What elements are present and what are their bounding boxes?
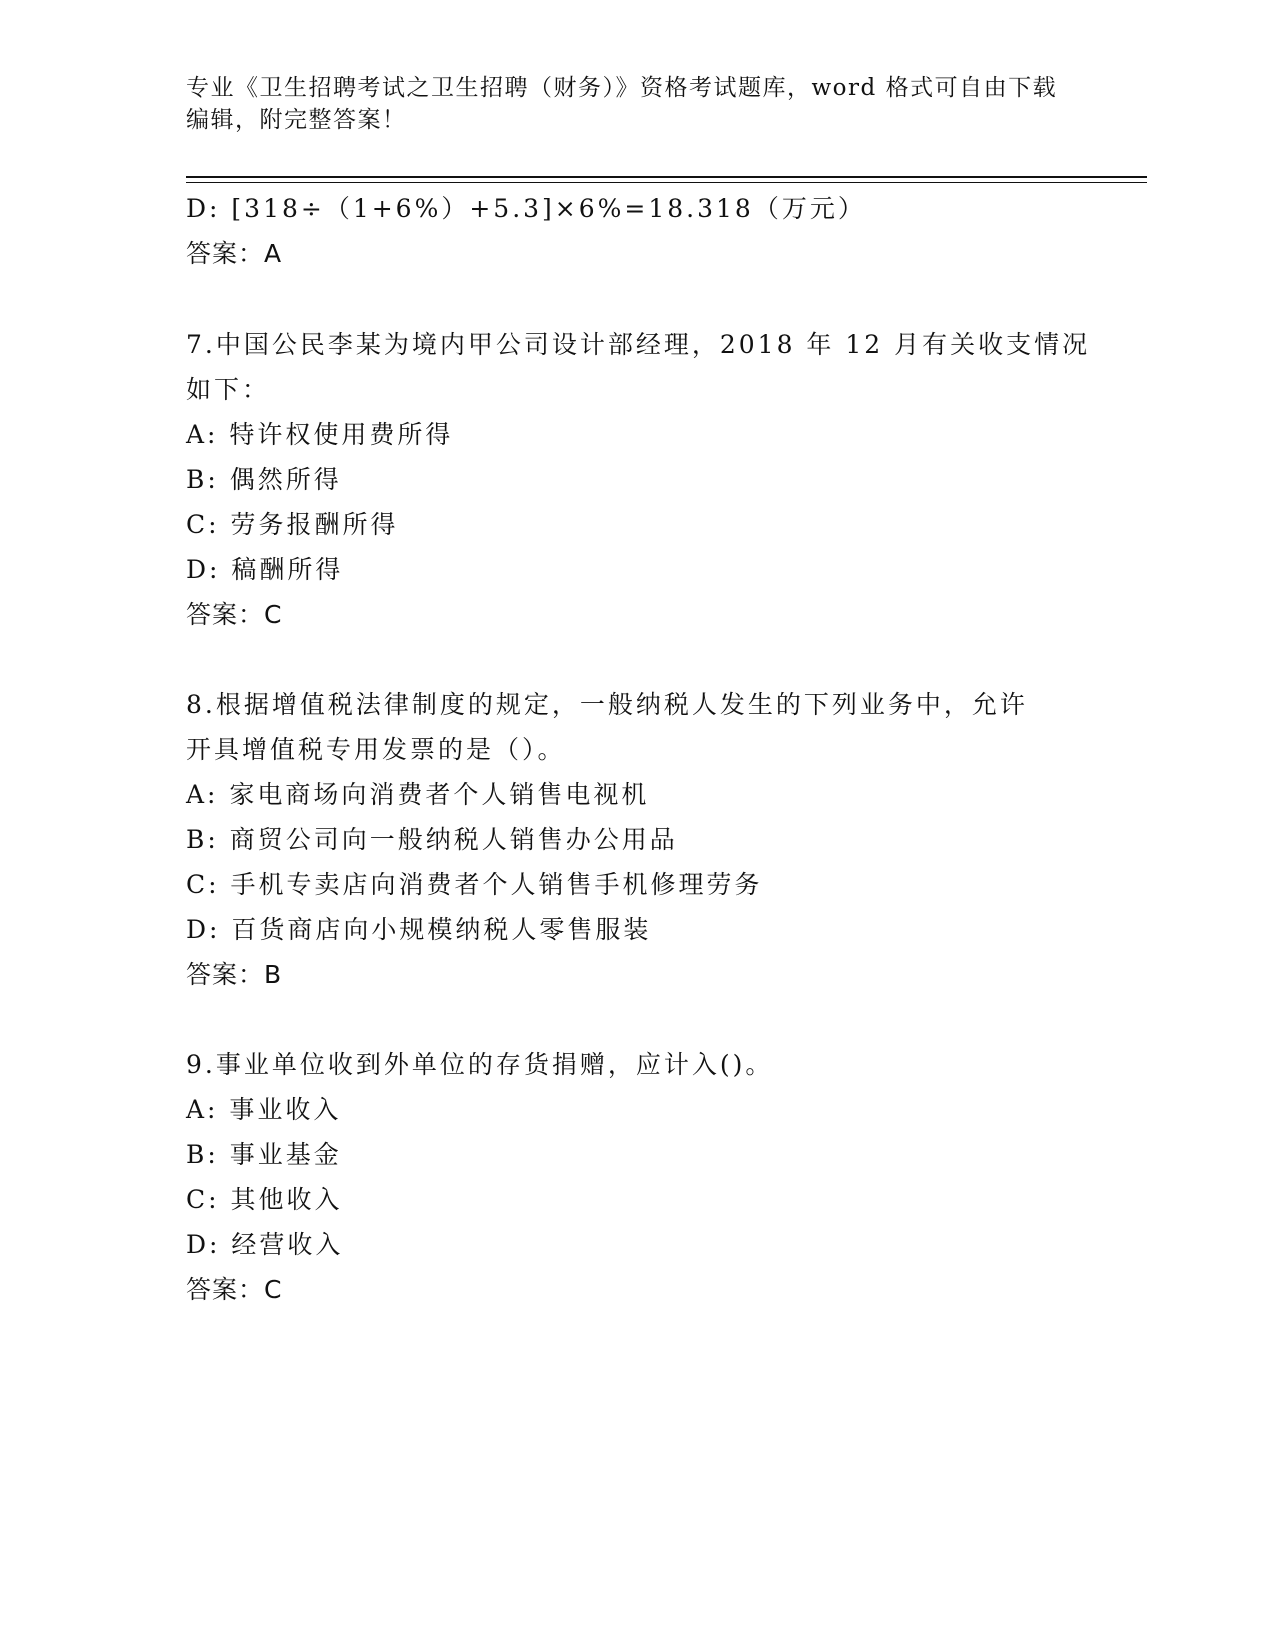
q8-option-a: A: 家电商场向消费者个人销售电视机 xyxy=(186,780,650,809)
header-line-1: 专业《卫生招聘考试之卫生招聘（财务）》资格考试题库，word 格式可自由下载 xyxy=(186,75,1058,101)
q7-option-d: D: 稿酬所得 xyxy=(186,555,344,584)
document-header xyxy=(186,72,1086,136)
q7-answer: 答案：C xyxy=(186,600,283,629)
q7-stem-line-1: 7.中国公民李某为境内甲公司设计部经理，2018 年 12 月有关收支情况 xyxy=(186,330,1091,359)
header-line-2: 编辑，附完整答案！ xyxy=(186,107,407,133)
header-divider-thin xyxy=(186,182,1147,183)
q9-option-d: D: 经营收入 xyxy=(186,1230,344,1259)
q8-answer: 答案：B xyxy=(186,960,283,989)
q7-option-a: A: 特许权使用费所得 xyxy=(186,420,454,449)
q9-answer: 答案：C xyxy=(186,1275,283,1304)
q7-stem-line-2: 如下： xyxy=(186,375,271,404)
prev-option-d: D: [318÷（1+6%）+5.3]×6%=18.318（万元） xyxy=(186,194,866,223)
q8-stem-line-2: 开具增值税专用发票的是（）。 xyxy=(186,735,566,764)
prev-answer: 答案：A xyxy=(186,239,283,268)
q9-option-b: B: 事业基金 xyxy=(186,1140,342,1169)
q9-stem-line-1: 9.事业单位收到外单位的存货捐赠，应计入()。 xyxy=(186,1050,774,1079)
q7-option-c: C: 劳务报酬所得 xyxy=(186,510,399,539)
q8-stem-line-1: 8.根据增值税法律制度的规定，一般纳税人发生的下列业务中，允许 xyxy=(186,690,1028,719)
q7-option-b: B: 偶然所得 xyxy=(186,465,342,494)
q8-option-b: B: 商贸公司向一般纳税人销售办公用品 xyxy=(186,825,678,854)
q8-option-d: D: 百货商店向小规模纳税人零售服装 xyxy=(186,915,652,944)
q9-option-a: A: 事业收入 xyxy=(186,1095,342,1124)
q9-option-c: C: 其他收入 xyxy=(186,1185,343,1214)
header-divider-thick xyxy=(186,176,1147,178)
q8-option-c: C: 手机专卖店向消费者个人销售手机修理劳务 xyxy=(186,870,763,899)
